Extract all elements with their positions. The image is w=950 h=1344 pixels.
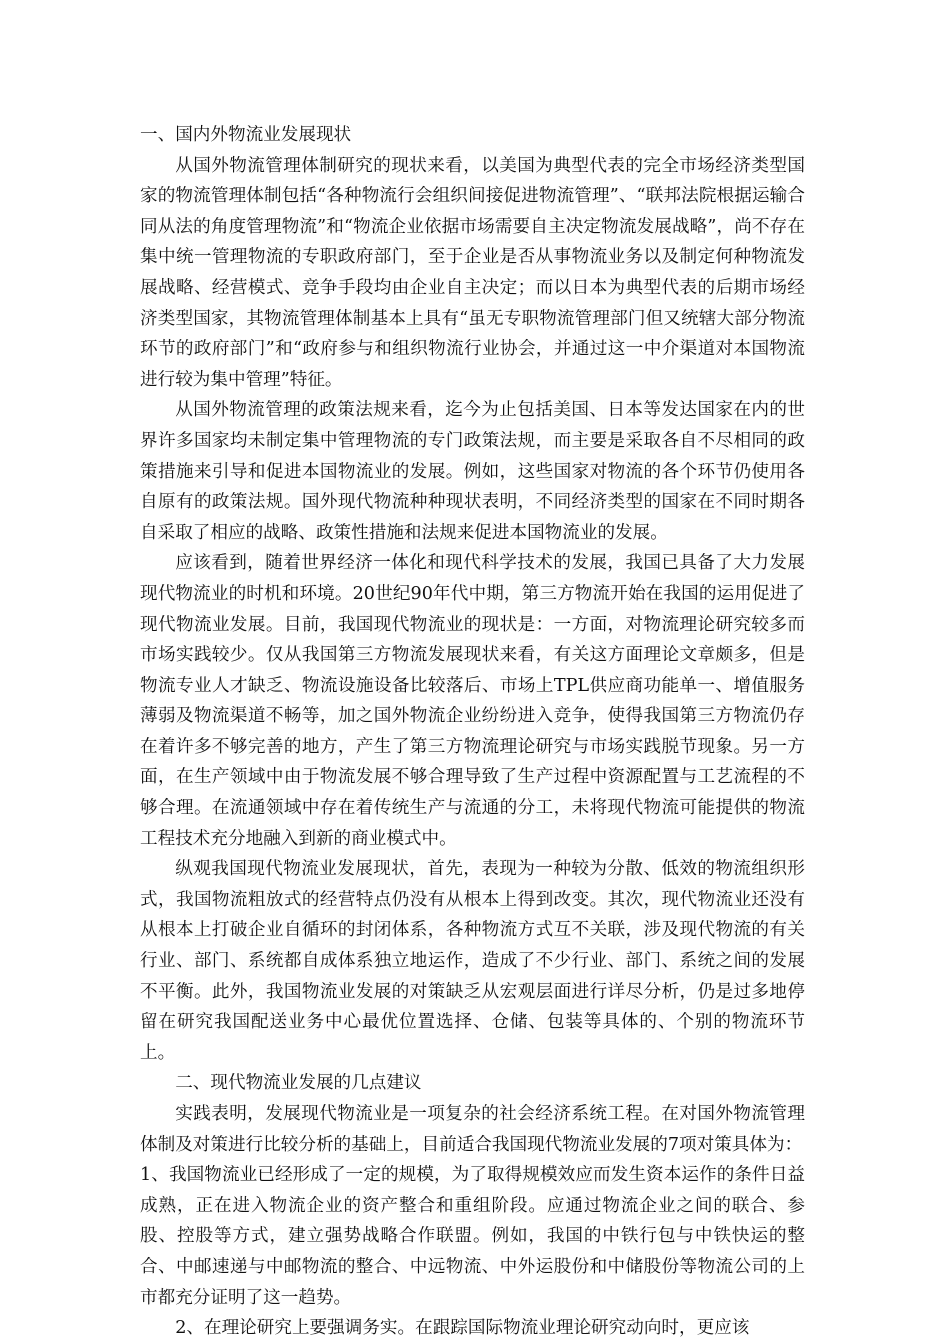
document-page	[140, 120, 805, 1344]
paragraph-domestic-status: 应该看到，随着世界经济一体化和现代科学技术的发展，我国已具备了大力发展现代物流业的时机和环境。20世纪90年代中期，第三方物流开始在我国的运用促进了现代物流业发展。目前，我国现代物流业的现状是：一方面，对物流理论研究较多而市场实践较少。仅从我国第三方物流发展现状来看，有关这方面理论文章颇多，但是物流专业人才缺乏、物流设施设备比较落后、市场上TPL供应商功能单一、增值服务薄弱及物流渠道不畅等，加之国外物流企业纷纷进入竞争，使得我国第三方物流仍存在着许多不够完善的地方，产生了第三方物流理论研究与市场实践脱节现象。另一方面，在生产领域中由于物流发展不够合理导致了生产过程中资源配置与工艺流程的不够合理。在流通领域中存在着传统生产与流通的分工，未将现代物流可能提供的物流工程技术充分地融入到新的商业模式中。	[140, 553, 805, 849]
paragraph-overview: 纵观我国现代物流业发展现状，首先，表现为一种较为分散、低效的物流组织形式，我国物流粗放式的经营特点仍没有从根本上得到改变。其次，现代物流业还没有从根本上打破企业自循环的封闭体系，各种物流方式互不关联，涉及现代物流的有关行业、部门、系统都自成体系独立地运作，造成了不少行业、部门、系统之间的发展不平衡。此外，我国物流业发展的对策缺乏从宏观层面进行详尽分析，仍是过多地停留在研究我国配送业务中心最优位置选择、仓储、包装等具体的、个别的物流环节上。	[140, 859, 805, 1063]
section-heading-2: 二、现代物流业发展的几点建议	[175, 1073, 422, 1094]
list-item-1: 1、我国物流业已经形成了一定的规模，为了取得规模效应而发生资本运作的条件日益成熟，正在进入物流企业的资产整合和重组阶段。应通过物流企业之间的联合、参股、控股等方式，建立强势战略合作联盟。例如，我国的中铁行包与中铁快运的整合、中邮速递与中邮物流的整合、中远物流、中外运股份和中储股份等物流公司的上市都充分证明了这一趋势。	[140, 1165, 805, 1308]
paragraph-practice: 实践表明，发展现代物流业是一项复杂的社会经济系统工程。在对国外物流管理体制及对策进行比较分析的基础上，目前适合我国现代物流业发展的7项对策具体为：	[140, 1104, 805, 1155]
section-heading-1: 一、国内外物流业发展现状	[140, 125, 352, 145]
paragraph-management-system: 从国外物流管理体制研究的现状来看，以美国为典型代表的完全市场经济类型国家的物流管理体制包括“各种物流行会组织间接促进物流管理”、“联邦法院根据运输合同从法的角度管理物流”和“物流企业依据市场需要自主决定物流发展战略”，尚不存在集中统一管理物流的专职政府部门，至于企业是否从事物流业务以及制定何种物流发展战略、经营模式、竞争手段均由企业自主决定；而以日本为典型代表的后期市场经济类型国家，其物流管理体制基本上具有“虽无专职物流管理部门但又统辖大部分物流环节的政府部门”和“政府参与和组织物流行业协会，并通过这一中介渠道对本国物流进行较为集中管理”特征。	[140, 155, 805, 390]
list-item-2: 2、在理论研究上要强调务实。在跟踪国际物流业理论研究动向时，更应该	[175, 1318, 750, 1339]
paragraph-policy-regulations: 从国外物流管理的政策法规来看，迄今为止包括美国、日本等发达国家在内的世界许多国家均未制定集中管理物流的专门政策法规，而主要是采取各自不尽相同的政策措施来引导和促进本国物流业的发展。例如，这些国家对物流的各个环节仍使用各自原有的政策法规。国外现代物流种种现状表明，不同经济类型的国家在不同时期各自采取了相应的战略、政策性措施和法规来促进本国物流业的发展。	[140, 400, 805, 543]
